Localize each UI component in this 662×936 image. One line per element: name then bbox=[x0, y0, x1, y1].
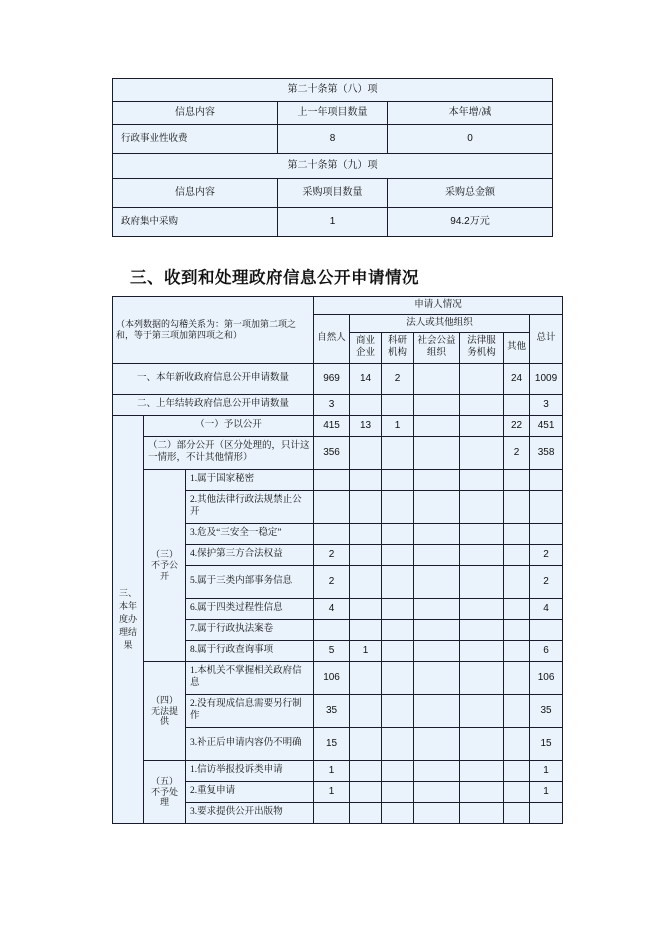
table-row bbox=[113, 208, 553, 237]
cell-g3r0-welfare bbox=[414, 470, 460, 491]
cell-g3r2-legal bbox=[460, 524, 504, 545]
cell-g1-natural: 415 bbox=[314, 416, 350, 437]
cell-g3r1-other bbox=[504, 491, 530, 524]
cell-g3r1-research bbox=[382, 491, 414, 524]
cell-row1-business: 14 bbox=[350, 364, 382, 395]
applicant-group-header: 申请人情况 bbox=[314, 297, 563, 315]
disclosure-request-table bbox=[112, 296, 563, 824]
cell-g2-total: 358 bbox=[530, 437, 563, 470]
cell-g3r0-research bbox=[382, 470, 414, 491]
cell-row1-other: 24 bbox=[504, 364, 530, 395]
cell-row2-legal bbox=[460, 395, 504, 416]
cell-g3r7-research bbox=[382, 641, 414, 662]
cell-g3r7-business: 1 bbox=[350, 641, 382, 662]
cell-g3r5-total: 4 bbox=[530, 599, 563, 620]
item-label: 8.属于行政查询事项 bbox=[186, 641, 314, 662]
cell-row1-welfare bbox=[414, 364, 460, 395]
cell-g4r2-legal bbox=[460, 728, 504, 761]
col-header-business: 商业企业 bbox=[350, 333, 382, 364]
item-label: 3.要求提供公开出版物 bbox=[186, 803, 314, 824]
section-8-row-value: 0 bbox=[388, 125, 553, 154]
group-label-partial-disclosure: （二）部分公开（区分处理的，只计这一情形，不计其他情形） bbox=[144, 437, 314, 470]
cell-g3r1-total bbox=[530, 491, 563, 524]
col-header-total: 总计 bbox=[530, 315, 563, 364]
cell-g3r6-total bbox=[530, 620, 563, 641]
cell-g5r0-research bbox=[382, 761, 414, 782]
item-label: 6.属于四类过程性信息 bbox=[186, 599, 314, 620]
item-label: 2.没有现成信息需要另行制作 bbox=[186, 695, 314, 728]
section-8-header-count: 上一年项目数量 bbox=[278, 102, 388, 125]
cell-g3r2-other bbox=[504, 524, 530, 545]
cell-g3r5-research bbox=[382, 599, 414, 620]
cell-g1-total: 451 bbox=[530, 416, 563, 437]
cell-g3r5-welfare bbox=[414, 599, 460, 620]
cell-g3r6-welfare bbox=[414, 620, 460, 641]
group-label-not-disclosed: （三）不予公开 bbox=[144, 470, 186, 662]
cell-row1-natural: 969 bbox=[314, 364, 350, 395]
cell-row2-business bbox=[350, 395, 382, 416]
section-8-row-label: 行政事业性收费 bbox=[113, 125, 278, 154]
cell-g5r1-total: 1 bbox=[530, 782, 563, 803]
table-row bbox=[113, 125, 553, 154]
section-8-title: 第二十条第（八）项 bbox=[113, 79, 553, 102]
cell-g2-welfare bbox=[414, 437, 460, 470]
cell-g1-legal bbox=[460, 416, 504, 437]
cell-g5r0-business bbox=[350, 761, 382, 782]
cell-g5r1-welfare bbox=[414, 782, 460, 803]
cell-g3r6-other bbox=[504, 620, 530, 641]
col-header-research: 科研机构 bbox=[382, 333, 414, 364]
item-label: 4.保护第三方合法权益 bbox=[186, 545, 314, 566]
table-row bbox=[113, 102, 553, 125]
table-header-row bbox=[113, 297, 563, 315]
cell-g4r0-other bbox=[504, 662, 530, 695]
cell-g5r2-total bbox=[530, 803, 563, 824]
cell-g4r2-natural: 15 bbox=[314, 728, 350, 761]
cell-g3r6-legal bbox=[460, 620, 504, 641]
section-8-header-info: 信息内容 bbox=[113, 102, 278, 125]
cell-row2-natural: 3 bbox=[314, 395, 350, 416]
cell-row2-welfare bbox=[414, 395, 460, 416]
section-9-title: 第二十条第（九）项 bbox=[113, 154, 553, 179]
cell-g4r1-total: 35 bbox=[530, 695, 563, 728]
cell-g4r2-other bbox=[504, 728, 530, 761]
cell-g4r1-research bbox=[382, 695, 414, 728]
table-row bbox=[113, 470, 563, 491]
cell-g3r2-welfare bbox=[414, 524, 460, 545]
cell-g3r4-research bbox=[382, 566, 414, 599]
cell-row2-other bbox=[504, 395, 530, 416]
cell-g3r5-natural: 4 bbox=[314, 599, 350, 620]
cell-g3r5-other bbox=[504, 599, 530, 620]
cell-row2-research bbox=[382, 395, 414, 416]
cell-g4r2-research bbox=[382, 728, 414, 761]
legal-entity-header: 法人或其他组织 bbox=[350, 315, 530, 333]
cell-g3r0-business bbox=[350, 470, 382, 491]
cell-g4r1-welfare bbox=[414, 695, 460, 728]
cell-g2-other: 2 bbox=[504, 437, 530, 470]
cell-g5r1-natural: 1 bbox=[314, 782, 350, 803]
cell-g5r1-business bbox=[350, 782, 382, 803]
cell-g4r0-total: 106 bbox=[530, 662, 563, 695]
cell-g3r4-total: 2 bbox=[530, 566, 563, 599]
item-label: 1.属于国家秘密 bbox=[186, 470, 314, 491]
item-label: 2.其他法律行政法规禁止公开 bbox=[186, 491, 314, 524]
cell-g3r2-natural bbox=[314, 524, 350, 545]
col-header-public-welfare: 社会公益组织 bbox=[414, 333, 460, 364]
item-label: 1.信访举报投诉类申请 bbox=[186, 761, 314, 782]
cell-g3r3-research bbox=[382, 545, 414, 566]
cell-g4r0-research bbox=[382, 662, 414, 695]
cell-row1-total: 1009 bbox=[530, 364, 563, 395]
cell-g3r3-business bbox=[350, 545, 382, 566]
table-row bbox=[113, 437, 563, 470]
cell-g3r1-legal bbox=[460, 491, 504, 524]
item-label: 3.危及“三安全一稳定” bbox=[186, 524, 314, 545]
cell-g4r2-welfare bbox=[414, 728, 460, 761]
table-row bbox=[113, 154, 553, 179]
item-label: 5.属于三类内部事务信息 bbox=[186, 566, 314, 599]
cell-g3r4-welfare bbox=[414, 566, 460, 599]
cell-g4r0-welfare bbox=[414, 662, 460, 695]
cell-g1-other: 22 bbox=[504, 416, 530, 437]
cell-g3r7-other bbox=[504, 641, 530, 662]
cell-g3r2-business bbox=[350, 524, 382, 545]
cell-g4r2-total: 15 bbox=[530, 728, 563, 761]
cell-row1-legal bbox=[460, 364, 504, 395]
col-header-legal-service: 法律服务机构 bbox=[460, 333, 504, 364]
table-row bbox=[113, 364, 563, 395]
cell-g3r6-research bbox=[382, 620, 414, 641]
cell-g2-natural: 356 bbox=[314, 437, 350, 470]
cell-g3r3-natural: 2 bbox=[314, 545, 350, 566]
cell-g5r2-welfare bbox=[414, 803, 460, 824]
cell-g5r0-total: 1 bbox=[530, 761, 563, 782]
cell-row1-research: 2 bbox=[382, 364, 414, 395]
cell-g3r7-legal bbox=[460, 641, 504, 662]
table-row bbox=[113, 395, 563, 416]
cell-g3r6-natural bbox=[314, 620, 350, 641]
cell-g4r0-legal bbox=[460, 662, 504, 695]
cell-g5r2-research bbox=[382, 803, 414, 824]
section-heading: 三、收到和处理政府信息公开申请情况 bbox=[130, 269, 419, 287]
cell-g3r0-legal bbox=[460, 470, 504, 491]
item-label: 3.补正后申请内容仍不明确 bbox=[186, 728, 314, 761]
section-8-row-count: 8 bbox=[278, 125, 388, 154]
section-9-header-amount: 采购总金额 bbox=[388, 179, 553, 208]
cell-g1-business: 13 bbox=[350, 416, 382, 437]
cell-g3r5-legal bbox=[460, 599, 504, 620]
row-label-carryover-requests: 二、上年结转政府信息公开申请数量 bbox=[113, 395, 314, 416]
table-row bbox=[113, 662, 563, 695]
cell-g3r6-business bbox=[350, 620, 382, 641]
cell-g5r0-welfare bbox=[414, 761, 460, 782]
cell-g3r3-welfare bbox=[414, 545, 460, 566]
cell-g3r1-business bbox=[350, 491, 382, 524]
cell-g5r0-natural: 1 bbox=[314, 761, 350, 782]
cell-g3r1-welfare bbox=[414, 491, 460, 524]
table-row bbox=[113, 79, 553, 102]
col-header-other: 其他 bbox=[504, 333, 530, 364]
cell-g4r1-business bbox=[350, 695, 382, 728]
section-9-row-count: 1 bbox=[278, 208, 388, 237]
article-20-table bbox=[112, 78, 553, 237]
table-row bbox=[113, 416, 563, 437]
table-row bbox=[113, 761, 563, 782]
section-9-row-amount: 94.2万元 bbox=[388, 208, 553, 237]
table-row bbox=[113, 179, 553, 208]
item-label: 1.本机关不掌握相关政府信息 bbox=[186, 662, 314, 695]
cell-g1-welfare bbox=[414, 416, 460, 437]
cell-g2-legal bbox=[460, 437, 504, 470]
cell-g2-business bbox=[350, 437, 382, 470]
cell-g5r0-legal bbox=[460, 761, 504, 782]
cell-g1-research: 1 bbox=[382, 416, 414, 437]
cell-g3r2-total bbox=[530, 524, 563, 545]
item-label: 2.重复申请 bbox=[186, 782, 314, 803]
cell-g3r1-natural bbox=[314, 491, 350, 524]
row-label-new-requests: 一、本年新收政府信息公开申请数量 bbox=[113, 364, 314, 395]
cell-g5r1-legal bbox=[460, 782, 504, 803]
cell-g3r0-total bbox=[530, 470, 563, 491]
cell-g4r1-natural: 35 bbox=[314, 695, 350, 728]
cell-g3r7-welfare bbox=[414, 641, 460, 662]
cell-g3r3-legal bbox=[460, 545, 504, 566]
cell-g5r2-legal bbox=[460, 803, 504, 824]
cell-g3r0-natural bbox=[314, 470, 350, 491]
cell-g5r0-other bbox=[504, 761, 530, 782]
section-9-row-label: 政府集中采购 bbox=[113, 208, 278, 237]
cell-g3r7-natural: 5 bbox=[314, 641, 350, 662]
cell-g5r2-business bbox=[350, 803, 382, 824]
cell-g4r2-business bbox=[350, 728, 382, 761]
section-9-header-count: 采购项目数量 bbox=[278, 179, 388, 208]
section-9-header-info: 信息内容 bbox=[113, 179, 278, 208]
corner-note: （本列数据的勾稽关系为：第一项加第二项之和，等于第三项加第四项之和） bbox=[113, 297, 314, 364]
group-label-unable-to-provide: （四）无法提供 bbox=[144, 662, 186, 761]
cell-g3r4-business bbox=[350, 566, 382, 599]
cell-g2-research bbox=[382, 437, 414, 470]
cell-g3r3-other bbox=[504, 545, 530, 566]
cell-g3r7-total: 6 bbox=[530, 641, 563, 662]
cell-g3r0-other bbox=[504, 470, 530, 491]
cell-g3r2-research bbox=[382, 524, 414, 545]
cell-g3r4-legal bbox=[460, 566, 504, 599]
cell-g5r1-research bbox=[382, 782, 414, 803]
cell-g3r4-natural: 2 bbox=[314, 566, 350, 599]
cell-g4r0-business bbox=[350, 662, 382, 695]
group-label-not-processed: （五）不予处理 bbox=[144, 761, 186, 824]
col-header-natural-person: 自然人 bbox=[314, 315, 350, 364]
side-label-results: 三、本年度办理结果 bbox=[113, 416, 144, 824]
item-label: 7.属于行政执法案卷 bbox=[186, 620, 314, 641]
cell-g4r0-natural: 106 bbox=[314, 662, 350, 695]
cell-g5r2-other bbox=[504, 803, 530, 824]
cell-g5r2-natural bbox=[314, 803, 350, 824]
cell-g3r3-total: 2 bbox=[530, 545, 563, 566]
cell-g3r4-other bbox=[504, 566, 530, 599]
cell-g4r1-other bbox=[504, 695, 530, 728]
cell-row2-total: 3 bbox=[530, 395, 563, 416]
section-8-header-change: 本年增/减 bbox=[388, 102, 553, 125]
cell-g5r1-other bbox=[504, 782, 530, 803]
cell-g3r5-business bbox=[350, 599, 382, 620]
group-label-disclosed: （一）予以公开 bbox=[144, 416, 314, 437]
cell-g4r1-legal bbox=[460, 695, 504, 728]
